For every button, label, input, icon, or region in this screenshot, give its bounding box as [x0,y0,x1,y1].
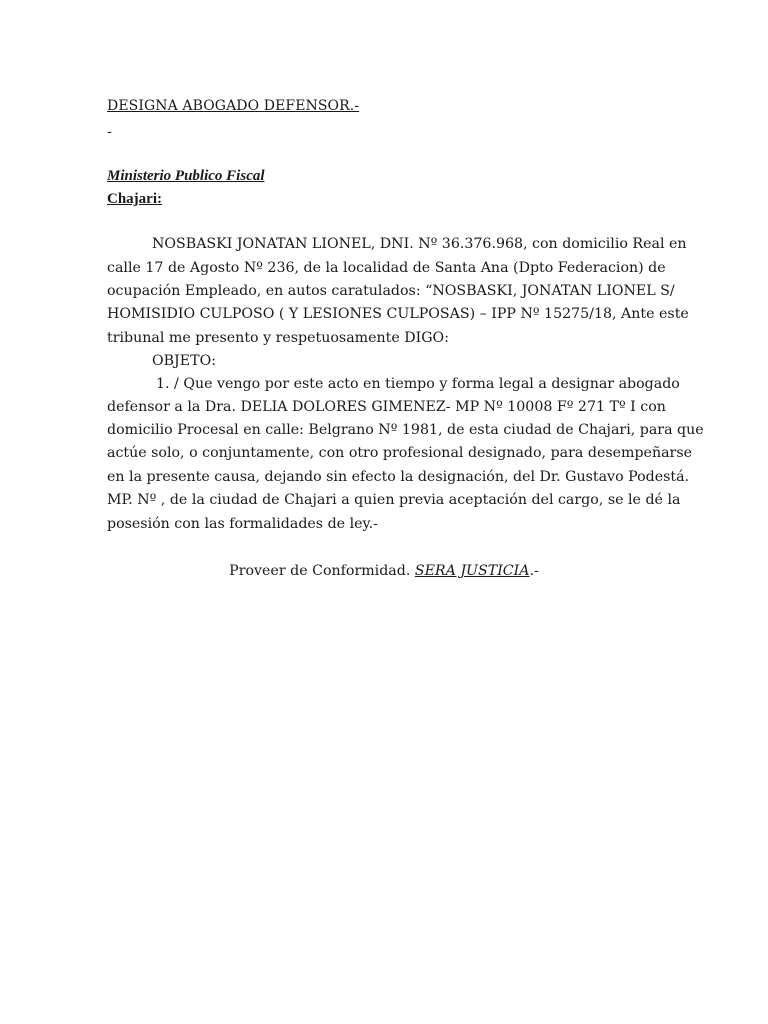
paragraph-2-line-5: en la presente causa, dejando sin efecto la designación, del Dr. Gustavo Podestá. [107,469,690,485]
closing-line [0,561,768,581]
title-dash: - [107,124,112,140]
paragraph-2-line-3: domicilio Procesal en calle: Belgrano Nº 1981, de esta ciudad de Chajari, para que [107,422,704,438]
closing-suffix: .- [529,563,539,579]
closing-emphasis: SERA JUSTICIA [414,563,530,579]
objeto-label: OBJETO: [152,353,216,369]
paragraph-1-line-3: ocupación Empleado, en autos caratulados: “NOSBASKI, JONATAN LIONEL S/ [107,283,675,299]
paragraph-1-line-4: HOMISIDIO CULPOSO ( Y LESIONES CULPOSAS) – IPP Nº 15275/18, Ante este [107,306,689,322]
paragraph-2-line-6: MP. Nº , de la ciudad de Chajari a quien previa aceptación del cargo, se le dé la [107,492,681,508]
recipient-heading: Ministerio Publico Fiscal [107,168,265,184]
paragraph-2-line-2: defensor a la Dra. DELIA DOLORES GIMENEZ- MP Nº 10008 Fº 271 Tº I con [107,399,666,415]
paragraph-1-line-5: tribunal me presento y respetuosamente DIGO: [107,330,449,346]
paragraph-1-line-1: NOSBASKI JONATAN LIONEL, DNI. Nº 36.376.968, con domicilio Real en [152,236,687,252]
paragraph-2-line-7: posesión con las formalidades de ley.- [107,516,378,532]
paragraph-2-line-1: 1. / Que vengo por este acto en tiempo y forma legal a designar abogado [156,376,680,392]
city-heading: Chajari: [107,191,162,207]
closing-prefix: Proveer de Conformidad. [229,563,415,579]
document-title: DESIGNA ABOGADO DEFENSOR.- [107,98,360,114]
paragraph-1-line-2: calle 17 de Agosto Nº 236, de la localidad de Santa Ana (Dpto Federacion) de [107,260,666,276]
paragraph-2-line-4: actúe solo, o conjuntamente, con otro profesional designado, para desempeñarse [107,445,692,461]
